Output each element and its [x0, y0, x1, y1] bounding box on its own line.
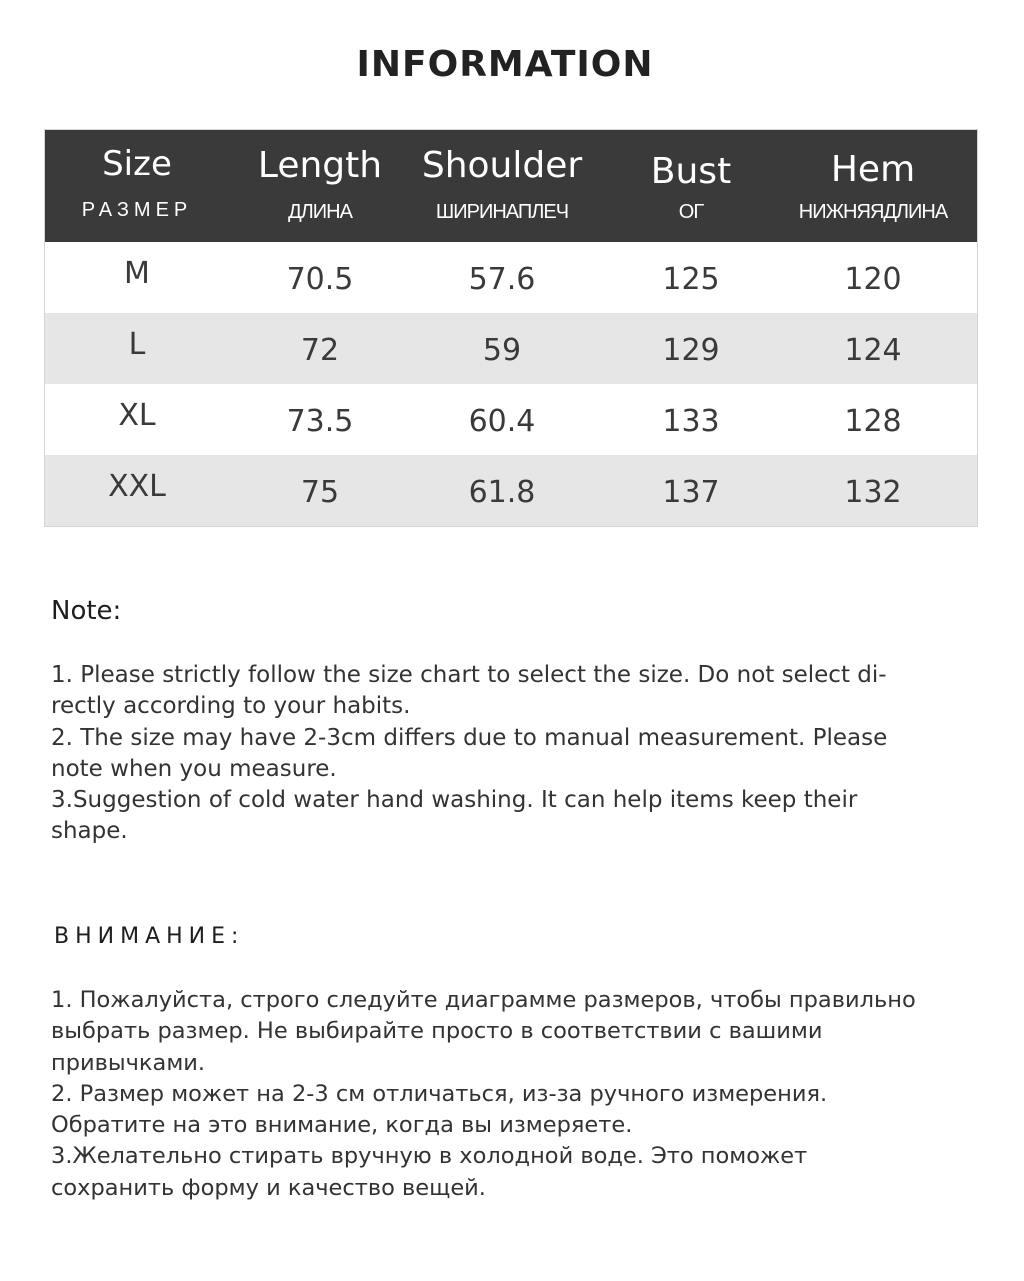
header-size-label: Size: [102, 144, 172, 184]
header-shoulder: [411, 130, 593, 242]
cell-hem: 128: [844, 404, 902, 439]
cell-hem: 120: [844, 262, 902, 297]
cell-size: XXL: [108, 469, 166, 504]
header-bust-sublabel: ОГ: [678, 201, 704, 223]
cell-length: 70.5: [286, 262, 354, 297]
cell-shoulder: 60.4: [468, 404, 536, 439]
note-line: shape.: [51, 818, 128, 845]
header-size: [45, 130, 229, 242]
cell-shoulder: 61.8: [468, 475, 536, 510]
attention-line: сохранить форму и качество вещей.: [51, 1174, 486, 1201]
page-title: INFORMATION: [356, 44, 654, 85]
header-bust: [593, 130, 789, 242]
header-length-label: Length: [257, 145, 383, 186]
cell-bust: 125: [662, 262, 720, 297]
header-size-sublabel: РАЗМЕР: [81, 199, 193, 221]
note-line: 1. Please strictly follow the size chart to select the size. Do not select di-: [51, 662, 887, 688]
size-chart-table: [44, 129, 978, 527]
attention-line: привычками.: [51, 1049, 206, 1076]
note-line: 2. The size may have 2-3cm differs due to manual measurement. Please: [51, 724, 888, 751]
header-hem: [789, 130, 957, 242]
cell-length: 72: [300, 333, 340, 368]
header-length: [229, 130, 411, 242]
note-line: rectly according to your habits.: [51, 693, 411, 720]
cell-length: 75: [300, 475, 340, 510]
header-bust-label: Bust: [650, 151, 732, 192]
cell-size: XL: [118, 398, 156, 433]
attention-body: [51, 985, 981, 1204]
attention-line: 1. Пожалуйста, строго следуйте диаграмме размеров, чтобы правильно: [51, 987, 916, 1013]
note-line: 3.Suggestion of cold water hand washing. It can help items keep their: [51, 787, 858, 814]
cell-shoulder: 59: [482, 333, 522, 368]
cell-size: L: [128, 327, 146, 362]
table-row: [45, 313, 977, 384]
table-row: [45, 455, 977, 526]
attention-line: Обратите на это внимание, когда вы измеряете.: [51, 1112, 633, 1139]
cell-bust: 129: [662, 333, 720, 368]
attention-line: 2. Размер может на 2-3 см отличаться, из-за ручного измерения.: [51, 1080, 828, 1107]
header-hem-label: Hem: [830, 149, 916, 190]
table-row: [45, 384, 977, 455]
cell-bust: 133: [662, 404, 720, 439]
cell-length: 73.5: [286, 404, 354, 439]
note-body: [51, 660, 971, 848]
attention-line: выбрать размер. Не выбирайте просто в соответствии с вашими: [51, 1018, 823, 1045]
note-heading: Note:: [51, 596, 122, 626]
header-shoulder-label: Shoulder: [421, 145, 583, 186]
cell-shoulder: 57.6: [468, 262, 536, 297]
table-body: [45, 242, 977, 526]
cell-size: M: [124, 256, 150, 291]
header-hem-sublabel: НИЖНЯЯДЛИНА: [798, 201, 948, 223]
cell-hem: 132: [844, 475, 902, 510]
cell-hem: 124: [844, 333, 902, 368]
note-line: note when you measure.: [51, 755, 337, 782]
table-header: [45, 130, 977, 242]
header-length-sublabel: ДЛИНА: [288, 201, 352, 223]
cell-bust: 137: [662, 475, 720, 510]
attention-line: 3.Желательно стирать вручную в холодной воде. Это поможет: [51, 1143, 808, 1170]
attention-heading: ВНИМАНИЕ:: [54, 924, 245, 949]
header-shoulder-sublabel: ШИРИНАПЛЕЧ: [435, 201, 569, 223]
table-row: [45, 242, 977, 313]
